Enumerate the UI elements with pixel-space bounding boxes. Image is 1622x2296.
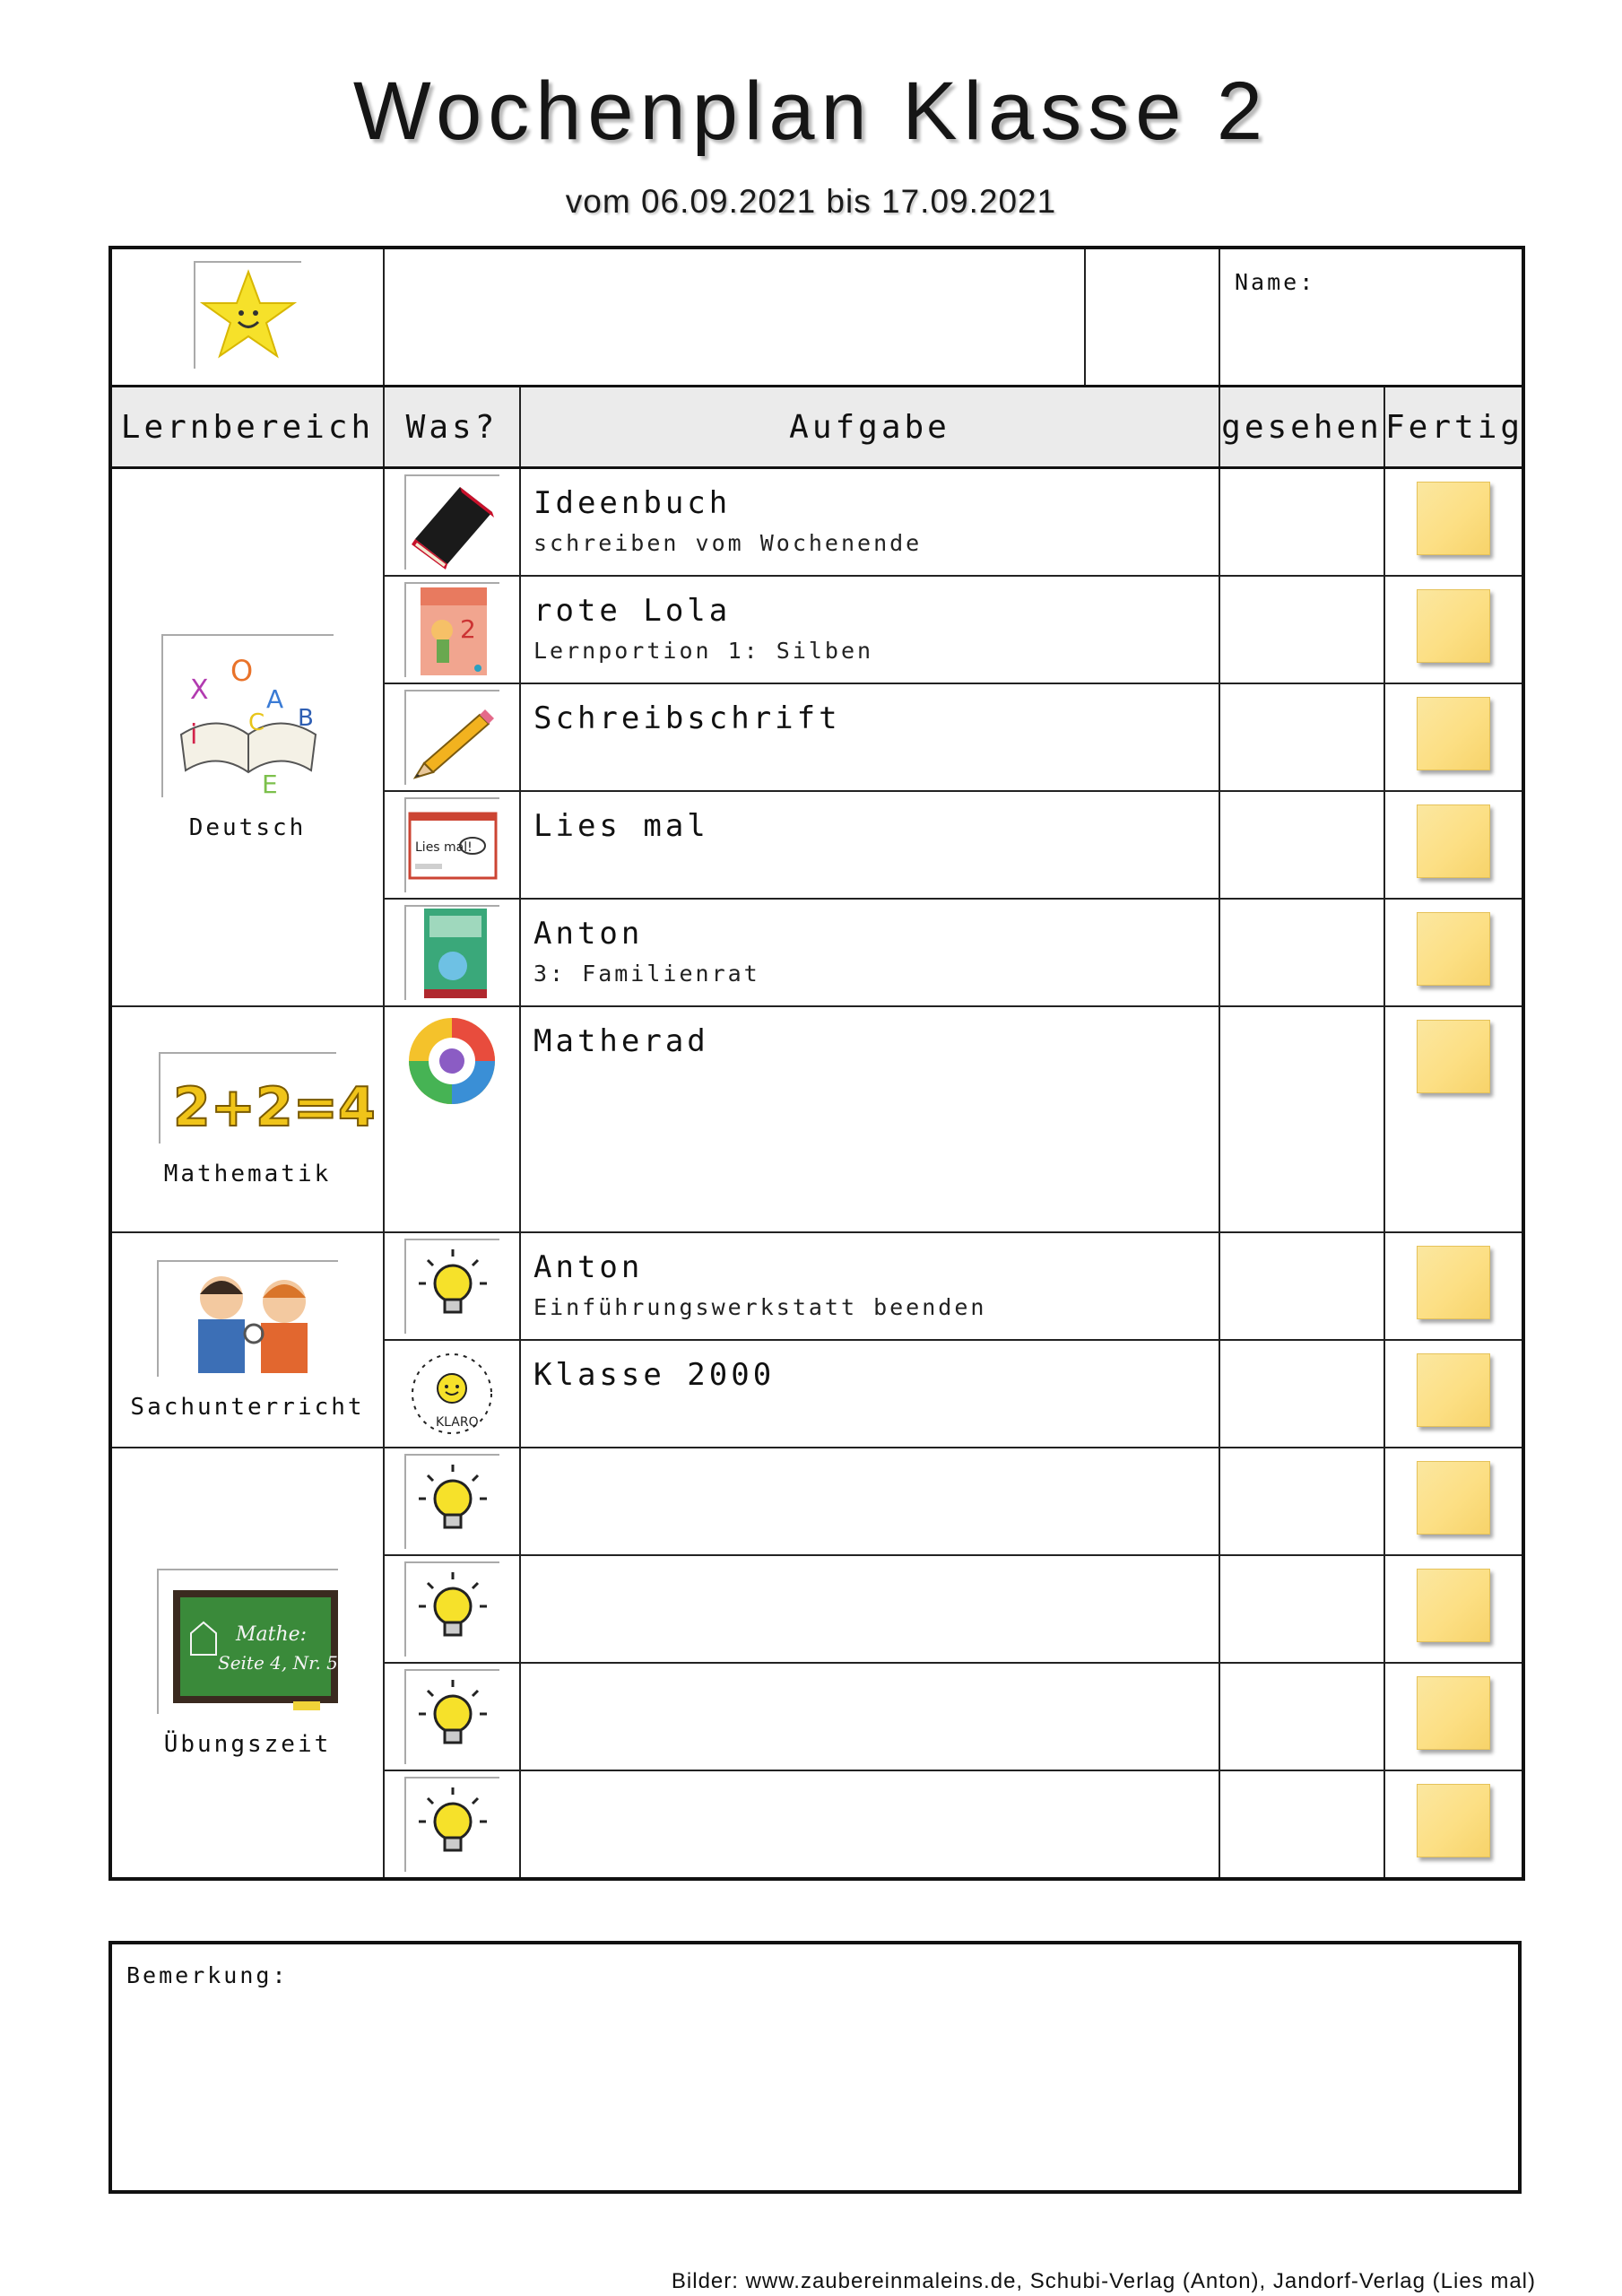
done-cell[interactable] — [1384, 1448, 1523, 1555]
task-subtitle: Einführungswerkstatt beenden — [533, 1294, 987, 1320]
area-label: Mathematik — [163, 1160, 332, 1187]
table-row — [110, 1448, 1523, 1555]
chalkboard-icon — [157, 1569, 338, 1714]
done-cell[interactable] — [1384, 576, 1523, 683]
svg-text:A: A — [266, 683, 284, 714]
area-label: Übungszeit — [163, 1730, 332, 1758]
smiling-star-icon — [194, 261, 301, 369]
task-cell[interactable] — [520, 1770, 1219, 1879]
area-label: Deutsch — [188, 813, 307, 841]
sticky-note-checkbox[interactable] — [1417, 1020, 1490, 1093]
col-gesehen: gesehen — [1219, 387, 1384, 468]
col-was: Was? — [384, 387, 520, 468]
done-cell[interactable] — [1384, 1770, 1523, 1879]
remark-label: Bemerkung: — [126, 1962, 289, 1988]
done-cell[interactable] — [1384, 1232, 1523, 1340]
area-uebungszeit — [110, 1448, 384, 1879]
task-title: rote Lola — [533, 593, 732, 629]
task-cell — [520, 899, 1219, 1006]
done-cell[interactable] — [1384, 1006, 1523, 1232]
table-row — [110, 1006, 1523, 1232]
table-row — [110, 468, 1523, 577]
task-icon-cell — [384, 791, 520, 899]
klaro-sun-icon — [405, 1347, 499, 1440]
done-cell[interactable] — [1384, 1555, 1523, 1663]
seen-cell[interactable] — [1219, 1770, 1384, 1879]
pencil-icon — [404, 690, 499, 785]
task-cell — [520, 1340, 1219, 1448]
sticky-note-checkbox[interactable] — [1417, 1569, 1490, 1642]
name-label: Name: — [1235, 269, 1316, 295]
task-icon-cell — [384, 1232, 520, 1340]
lies-mal-booklet-icon — [404, 797, 499, 892]
svg-text:i: i — [190, 718, 198, 751]
sticky-note-checkbox[interactable] — [1417, 1353, 1490, 1427]
sticky-note-checkbox[interactable] — [1417, 912, 1490, 986]
done-cell[interactable] — [1384, 1663, 1523, 1770]
svg-text:X: X — [190, 674, 209, 706]
date-range: vom 06.09.2021 bis 17.09.2021 — [565, 183, 1057, 220]
task-cell — [520, 468, 1219, 577]
area-label: Sachunterricht — [130, 1393, 365, 1421]
sticky-note-checkbox[interactable] — [1417, 804, 1490, 878]
sticky-note-checkbox[interactable] — [1417, 1784, 1490, 1857]
open-book-letters-icon — [161, 634, 334, 797]
table-row — [110, 1232, 1523, 1340]
seen-cell[interactable] — [1219, 468, 1384, 577]
task-icon-cell — [384, 1663, 520, 1770]
seen-cell[interactable] — [1219, 1340, 1384, 1448]
task-cell — [520, 791, 1219, 899]
seen-cell[interactable] — [1219, 576, 1384, 683]
seen-cell[interactable] — [1219, 683, 1384, 791]
task-title: Schreibschrift — [533, 700, 841, 736]
task-icon-cell — [384, 1006, 520, 1232]
task-cell[interactable] — [520, 1448, 1219, 1555]
math-equation-icon — [159, 1052, 376, 1144]
sticky-note-checkbox[interactable] — [1417, 1676, 1490, 1750]
klaro-text: KLARO — [436, 1415, 479, 1430]
svg-text:E: E — [262, 769, 278, 799]
col-lernbereich: Lernbereich — [110, 387, 384, 468]
lightbulb-icon — [404, 1669, 499, 1764]
page-title: Wochenplan Klasse 2 — [352, 65, 1270, 157]
area-deutsch — [110, 468, 384, 1007]
done-cell[interactable] — [1384, 683, 1523, 791]
seen-cell[interactable] — [1219, 1006, 1384, 1232]
svg-text:O: O — [230, 653, 254, 688]
lightbulb-icon — [404, 1454, 499, 1549]
task-subtitle: Lernportion 1: Silben — [533, 638, 874, 664]
chalkboard-line-1: Mathe: — [236, 1622, 308, 1646]
task-title: Matherad — [533, 1023, 709, 1059]
task-subtitle: schreiben vom Wochenende — [533, 530, 923, 556]
seen-cell[interactable] — [1219, 791, 1384, 899]
done-cell[interactable] — [1384, 899, 1523, 1006]
svg-text:B: B — [298, 704, 314, 732]
task-icon-cell — [384, 1555, 520, 1663]
weekly-plan-table — [108, 246, 1525, 1881]
color-wheel-icon — [405, 1014, 499, 1108]
task-icon-cell — [384, 576, 520, 683]
red-notebook-icon — [404, 474, 499, 570]
task-icon-cell — [384, 683, 520, 791]
task-cell[interactable] — [520, 1663, 1219, 1770]
task-title: Anton — [533, 1249, 644, 1285]
sticky-note-checkbox[interactable] — [1417, 697, 1490, 770]
area-mathematik — [110, 1006, 384, 1232]
task-title: Klasse 2000 — [533, 1357, 776, 1393]
task-icon-cell — [384, 1770, 520, 1879]
math-equation-text: 2+2=4 — [173, 1075, 376, 1139]
svg-text:C: C — [248, 709, 265, 736]
task-cell — [520, 1006, 1219, 1232]
seen-cell[interactable] — [1219, 1232, 1384, 1340]
sticky-note-checkbox[interactable] — [1417, 589, 1490, 663]
remarks-box[interactable] — [108, 1941, 1522, 2194]
seen-cell[interactable] — [1219, 1663, 1384, 1770]
task-title: Ideenbuch — [533, 485, 732, 521]
lies-mal-text: Lies mal! — [415, 840, 473, 855]
sticky-note-checkbox[interactable] — [1417, 1461, 1490, 1535]
done-cell[interactable] — [1384, 468, 1523, 577]
anton-book-icon — [404, 905, 499, 1000]
task-title: Anton — [533, 916, 644, 952]
col-fertig: Fertig — [1384, 387, 1523, 468]
task-icon-cell — [384, 1448, 520, 1555]
children-magnifier-icon — [157, 1260, 338, 1377]
lightbulb-icon — [404, 1777, 499, 1872]
chalkboard-line-2: Seite 4, Nr. 5 — [218, 1651, 338, 1674]
task-cell[interactable] — [520, 1555, 1219, 1663]
task-cell — [520, 1232, 1219, 1340]
svg-text:2: 2 — [460, 614, 476, 644]
done-cell[interactable] — [1384, 791, 1523, 899]
task-icon-cell — [384, 468, 520, 577]
seen-cell[interactable] — [1219, 899, 1384, 1006]
task-icon-cell — [384, 899, 520, 1006]
seen-cell[interactable] — [1219, 1555, 1384, 1663]
lightbulb-icon — [404, 1239, 499, 1334]
task-cell — [520, 576, 1219, 683]
task-cell — [520, 683, 1219, 791]
sticky-note-checkbox[interactable] — [1417, 482, 1490, 555]
task-icon-cell — [384, 1340, 520, 1448]
done-cell[interactable] — [1384, 1340, 1523, 1448]
star-cell — [110, 248, 384, 387]
task-title: Lies mal — [533, 808, 709, 844]
task-subtitle: 3: Familienrat — [533, 961, 760, 987]
seen-cell[interactable] — [1219, 1448, 1384, 1555]
lightbulb-icon — [404, 1561, 499, 1657]
blank-header-cell — [384, 248, 1219, 387]
area-sachunterricht — [110, 1232, 384, 1448]
book-cover-icon — [404, 582, 499, 677]
col-aufgabe: Aufgabe — [520, 387, 1219, 468]
image-credits: Bilder: www.zaubereinmaleins.de, Schubi-Verlag (Anton), Jandorf-Verlag (Lies mal) — [671, 2269, 1536, 2293]
name-cell[interactable] — [1219, 248, 1523, 387]
sticky-note-checkbox[interactable] — [1417, 1246, 1490, 1319]
